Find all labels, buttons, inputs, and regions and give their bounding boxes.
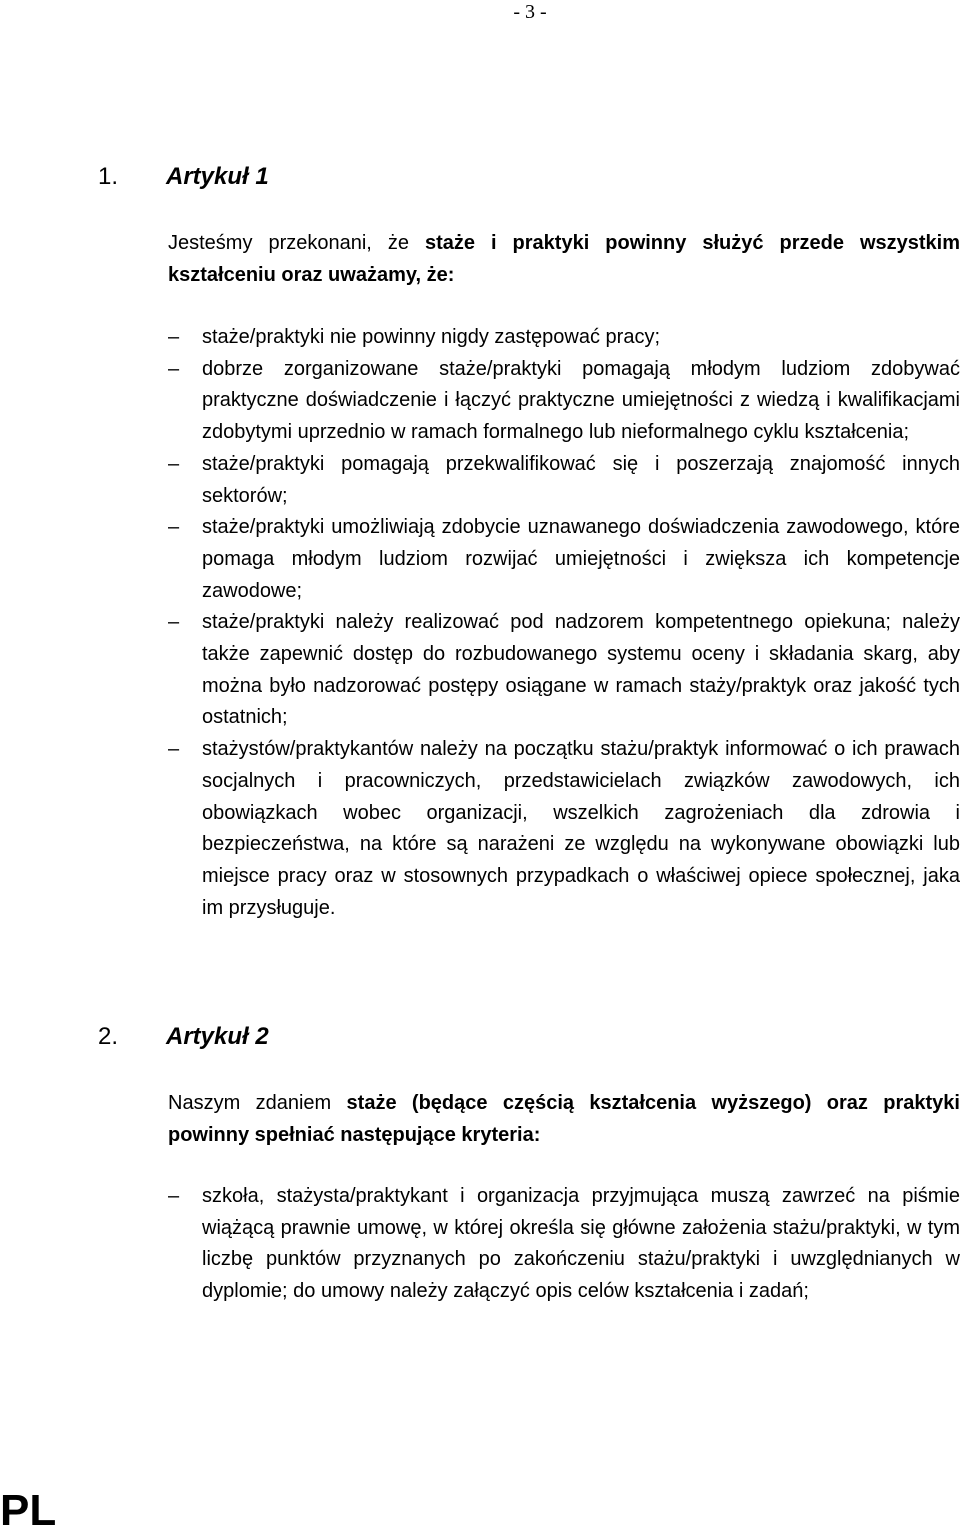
article-2-heading <box>98 1022 269 1052</box>
article-2-intro <box>168 1087 960 1151</box>
list-item <box>168 607 960 734</box>
list-item <box>168 322 960 354</box>
dash-marker: – <box>168 326 180 348</box>
list-item <box>168 354 960 449</box>
article-1-heading <box>98 162 269 192</box>
dash-marker: – <box>168 357 180 380</box>
list-item-text: staże/praktyki pomagają przekwalifikować się i poszerzają znajomość innych sektorów; <box>202 452 960 507</box>
article-2-intro-lead: Naszym zdaniem <box>168 1092 332 1114</box>
dash-marker: – <box>168 1185 180 1207</box>
list-item-text: staże/praktyki umożliwiają zdobycie uznawanego doświadczenia zawodowego, które pomaga młodym ludziom rozwijać umiejętności i zwiększa ich kompetencje zawodowe; <box>202 516 960 602</box>
list-item-text: dobrze zorganizowane staże/praktyki pomagają młodym ludziom zdobywać praktyczne doświadczenie i łączyć praktyczne umiejętności z wiedzą i kwalifikacjami zdobytymi uprzednio w ramach formalnego lub nieformalnego cyklu kształcenia; <box>202 357 960 444</box>
article-1-number: 1. <box>98 163 119 190</box>
page-number: - 3 - <box>513 1 547 23</box>
list-item-text: staże/praktyki należy realizować pod nadzorem kompetentnego opiekuna; należy także zapewnić dostęp do rozbudowanego systemu oceny i składania skarg, aby można było nadzorować postępy osiągane w ramach staży/praktyk oraz jakość tych ostatnich; <box>202 611 960 729</box>
list-item-text: staże/praktyki nie powinny nigdy zastępować pracy; <box>202 326 661 348</box>
dash-marker: – <box>168 516 180 539</box>
list-item <box>168 512 960 607</box>
article-2-intro-bold: staże (będące częścią kształcenia wyższego) oraz praktyki powinny spełniać następujące kryteria: <box>168 1092 960 1146</box>
article-1-intro-bold: staże i praktyki powinny służyć przede wszystkim kształceniu oraz uważamy, że: <box>168 232 960 286</box>
list-item <box>168 734 960 924</box>
dash-marker: – <box>168 611 180 634</box>
article-2-title: Artykuł 2 <box>166 1023 269 1050</box>
dash-marker: – <box>168 738 180 761</box>
dash-marker: – <box>168 452 180 475</box>
article-1-intro-lead: Jesteśmy przekonani, że <box>168 232 409 254</box>
list-item-text: szkoła, stażysta/praktykant i organizacja przyjmująca muszą zawrzeć na piśmie wiążącą prawnie umowę, w której określa się główne założenia stażu/praktyki, w tym liczbę punktów przyznanych po zakończeniu stażu/praktyki i uwzględnianych w dyplomie; do umowy należy załączyć opis celów kształcenia i zadań; <box>202 1185 960 1303</box>
list-item <box>168 449 960 512</box>
article-1-title: Artykuł 1 <box>166 163 269 190</box>
article-1-intro <box>168 227 960 291</box>
article-1-list <box>168 322 960 924</box>
list-item-text: stażystów/praktykantów należy na początku stażu/praktyk informować o ich prawach socjalnych i pracowniczych, przedstawicielach związków zawodowych, ich obowiązkach wobec organizacji, wszelkich zagrożeniach dla zdrowia i bezpieczeństwa, na które są narażeni ze względu na wykonywane obowiązki lub miejsce pracy oraz w stosownych przypadkach o właściwej opiece społecznej, jaka im przysługuje. <box>202 738 960 919</box>
list-item <box>168 1181 960 1308</box>
language-code: PL <box>0 1486 57 1535</box>
article-2-number: 2. <box>98 1023 119 1050</box>
article-2-list <box>168 1181 960 1308</box>
